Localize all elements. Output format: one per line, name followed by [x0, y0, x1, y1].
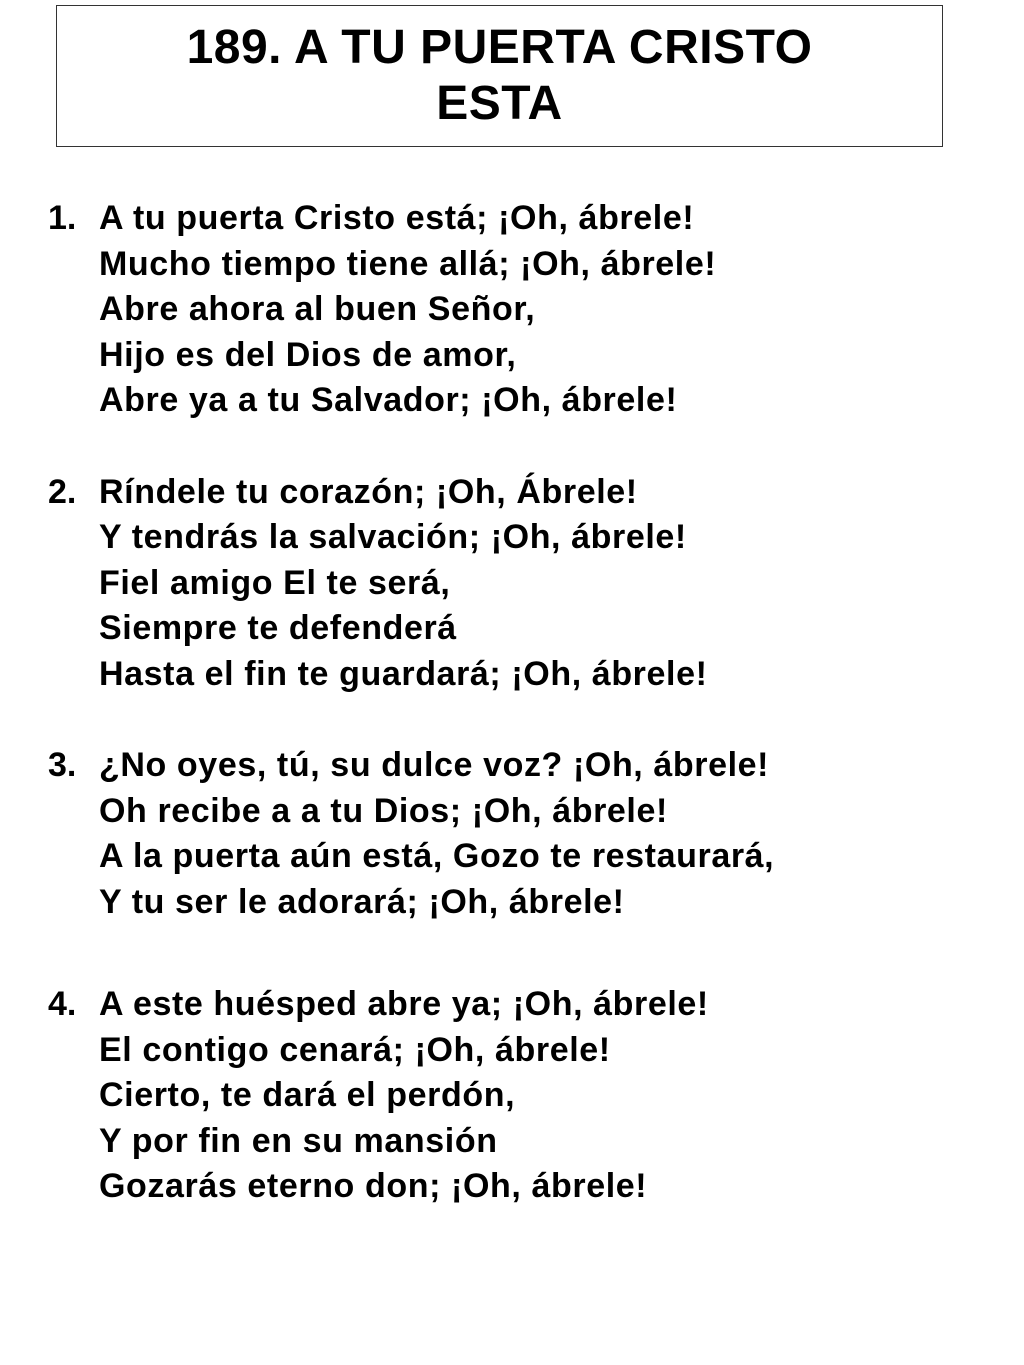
- verse-4: [48, 982, 1008, 1210]
- verse-line: Siempre te defenderá: [99, 609, 457, 647]
- verse-line: Ríndele tu corazón; ¡Oh, Ábrele!: [99, 472, 638, 511]
- verse-line: Y por fin en su mansión: [99, 1121, 498, 1160]
- verse-line: Y tendrás la salvación; ¡Oh, ábrele!: [99, 518, 687, 556]
- hymn-verses: [48, 196, 1008, 1210]
- verse-2: [48, 470, 1008, 698]
- verse-spacer: [48, 424, 1008, 470]
- verse-line: Fiel amigo El te será,: [99, 563, 451, 602]
- verse-3: [48, 743, 1008, 925]
- hymn-title-line-2: ESTA: [436, 77, 563, 130]
- verse-line: Mucho tiempo tiene allá; ¡Oh, ábrele!: [99, 244, 717, 283]
- verse-number: 3.: [48, 746, 77, 784]
- verse-line: El contigo cenará; ¡Oh, ábrele!: [99, 1030, 611, 1069]
- verse-1: [48, 196, 1008, 424]
- verse-number: 1.: [48, 199, 77, 237]
- verse-spacer: [48, 697, 1008, 743]
- verse-line: A tu puerta Cristo está; ¡Oh, ábrele!: [99, 199, 695, 237]
- verse-line: Y tu ser le adorará; ¡Oh, ábrele!: [99, 882, 625, 921]
- verse-line: A la puerta aún está, Gozo te restaurará,: [99, 837, 775, 875]
- verse-line: Abre ya a tu Salvador; ¡Oh, ábrele!: [99, 381, 678, 419]
- verse-line: Oh recibe a a tu Dios; ¡Oh, ábrele!: [99, 791, 668, 830]
- verse-number: 4.: [48, 985, 77, 1023]
- verse-line: Cierto, te dará el perdón,: [99, 1076, 516, 1114]
- verse-line: Abre ahora al buen Señor,: [99, 290, 536, 328]
- verse-number: 2.: [48, 472, 77, 511]
- verse-line: Hijo es del Dios de amor,: [99, 335, 517, 374]
- verse-line: ¿No oyes, tú, su dulce voz? ¡Oh, ábrele!: [99, 746, 770, 784]
- verse-line: Hasta el fin te guardará; ¡Oh, ábrele!: [99, 654, 708, 693]
- hymn-title-box: [56, 5, 943, 147]
- verse-line: Gozarás eterno don; ¡Oh, ábrele!: [99, 1167, 648, 1205]
- verse-line: A este huésped abre ya; ¡Oh, ábrele!: [99, 985, 709, 1023]
- verse-spacer: [48, 925, 1008, 982]
- hymn-title-line-1: 189. A TU PUERTA CRISTO: [186, 21, 813, 74]
